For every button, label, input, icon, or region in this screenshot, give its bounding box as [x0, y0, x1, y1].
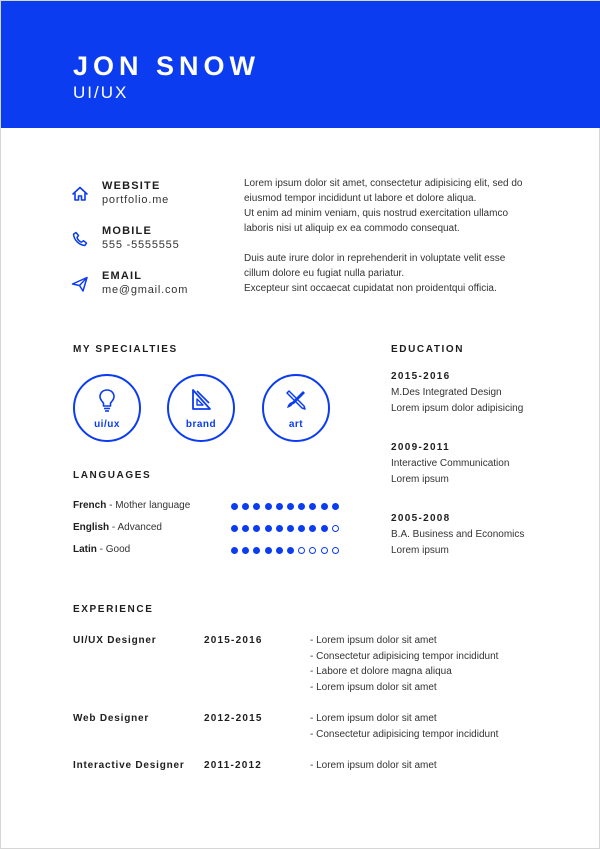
about-paragraph-1 — [244, 176, 544, 236]
contact-label: MOBILE — [102, 225, 152, 237]
rating-dot-filled — [309, 503, 316, 510]
job-duty: - Lorem ipsum dolor sit amet — [310, 760, 437, 771]
about-text — [244, 176, 544, 296]
job-duties — [310, 758, 437, 774]
job-years: 2011-2012 — [204, 760, 263, 771]
job-duty: - Labore et dolore magna aliqua — [310, 666, 452, 677]
language-level: - Good — [96, 544, 131, 555]
rating-dot-filled — [253, 525, 260, 532]
contact-label: EMAIL — [102, 270, 143, 282]
language-name: English — [73, 522, 110, 533]
education-line: Interactive Communication — [391, 458, 510, 469]
rating-dot-filled — [298, 503, 305, 510]
rating-dot-filled — [276, 503, 283, 510]
language-name: Latin — [73, 544, 97, 555]
job-duty: - Lorem ipsum dolor sit amet — [310, 681, 437, 693]
about-line: laboris nisi ut aliquip ex ea commodo consequat. — [244, 223, 460, 234]
specialty-label: brand — [185, 419, 217, 430]
job-years: 2015-2016 — [204, 635, 263, 646]
rating-dot-filled — [231, 525, 238, 532]
contact-label: WEBSITE — [102, 180, 161, 192]
job-duty: - Consectetur adipisicing tempor incididunt — [310, 728, 499, 740]
rating-dot-filled — [242, 525, 249, 532]
rating-dot-filled — [231, 547, 238, 554]
about-paragraph-2 — [244, 251, 544, 296]
rating-dot-empty — [309, 547, 316, 554]
home-icon — [69, 183, 91, 205]
brush-pencil-icon — [283, 387, 309, 413]
rating-dot-filled — [309, 525, 316, 532]
specialty-art — [262, 374, 330, 442]
rating-dot-filled — [276, 525, 283, 532]
language-name: French — [73, 500, 107, 511]
education-years: 2009-2011 — [391, 442, 450, 453]
education-line: M.Des Integrated Design — [391, 387, 502, 398]
education-line: Lorem ipsum — [391, 474, 449, 485]
language-level: - Mother language — [106, 500, 191, 511]
rating-dot-filled — [287, 525, 294, 532]
education-line: Lorem ipsum — [391, 545, 449, 556]
education-line: Lorem ipsum dolor adipisicing — [391, 403, 524, 414]
rating-dot-filled — [298, 525, 305, 532]
specialty-label: art — [288, 419, 304, 430]
job-years: 2012-2015 — [204, 713, 263, 724]
rating-dot-filled — [287, 547, 294, 554]
lightbulb-icon — [97, 388, 117, 414]
education-years: 2015-2016 — [391, 371, 451, 382]
about-line: Lorem ipsum dolor sit amet, consectetur adipisicing elit, sed do — [244, 178, 523, 189]
rating-dot-filled — [321, 503, 328, 510]
specialties-heading: MY SPECIALTIES — [73, 344, 178, 355]
rating-dot-filled — [253, 547, 260, 554]
rating-dot-filled — [287, 503, 294, 510]
job-duty: - Lorem ipsum dolor sit amet — [310, 635, 437, 646]
job-title: UI/UX Designer — [73, 635, 157, 646]
education-years: 2005-2008 — [391, 513, 451, 524]
rating-dot-filled — [276, 547, 283, 554]
rating-dot-empty — [298, 547, 305, 554]
about-line: Excepteur sint occaecat cupidatat non proidentqui officia. — [244, 283, 497, 294]
education-line: B.A. Business and Economics — [391, 529, 525, 540]
rating-dot-empty — [332, 547, 339, 554]
about-line: cillum dolore eu fugiat nulla pariatur. — [244, 268, 405, 279]
specialty-label: ui/ux — [94, 419, 120, 430]
rating-dot-filled — [253, 503, 260, 510]
phone-number[interactable]: 555 -5555555 — [102, 239, 180, 251]
about-line: eiusmod tempor incididunt ut labore et dolore aliqua. — [244, 193, 477, 204]
languages-heading: LANGUAGES — [73, 470, 152, 481]
education-heading: EDUCATION — [391, 344, 465, 355]
person-name: JON SNOW — [73, 51, 261, 81]
website-link[interactable]: portfolio.me — [102, 194, 170, 206]
rating-dot-filled — [321, 525, 328, 532]
triangle-ruler-icon — [188, 387, 214, 413]
experience-heading: EXPERIENCE — [73, 604, 154, 615]
rating-dot-empty — [332, 525, 339, 532]
about-line: Duis aute irure dolor in reprehenderit in voluptate velit esse — [244, 253, 506, 264]
rating-dot-filled — [265, 547, 272, 554]
rating-dot-filled — [231, 503, 238, 510]
rating-dot-filled — [265, 503, 272, 510]
job-duties — [310, 711, 498, 742]
phone-icon — [69, 228, 91, 250]
specialty-brand — [167, 374, 235, 442]
job-duties — [310, 633, 498, 695]
job-title: Interactive Designer — [73, 760, 185, 771]
rating-dot-filled — [242, 503, 249, 510]
language-row — [73, 544, 130, 555]
specialty-uiux — [73, 374, 141, 442]
paper-plane-icon — [69, 273, 91, 295]
rating-dot-filled — [242, 547, 249, 554]
rating-dot-filled — [332, 503, 339, 510]
language-level: - Advanced — [109, 522, 162, 533]
rating-dot-empty — [321, 547, 328, 554]
language-row — [73, 500, 190, 511]
person-role: UI/UX — [73, 83, 129, 102]
rating-dot-filled — [265, 525, 272, 532]
about-line: Ut enim ad minim veniam, quis nostrud exercitation ullamco — [244, 208, 508, 219]
job-title: Web Designer — [73, 713, 150, 724]
header-banner — [1, 1, 600, 128]
email-link[interactable]: me@gmail.com — [102, 284, 189, 296]
job-duty: - Lorem ipsum dolor sit amet — [310, 713, 437, 724]
language-row — [73, 522, 162, 533]
job-duty: - Consectetur adipisicing tempor incididunt — [310, 650, 499, 662]
